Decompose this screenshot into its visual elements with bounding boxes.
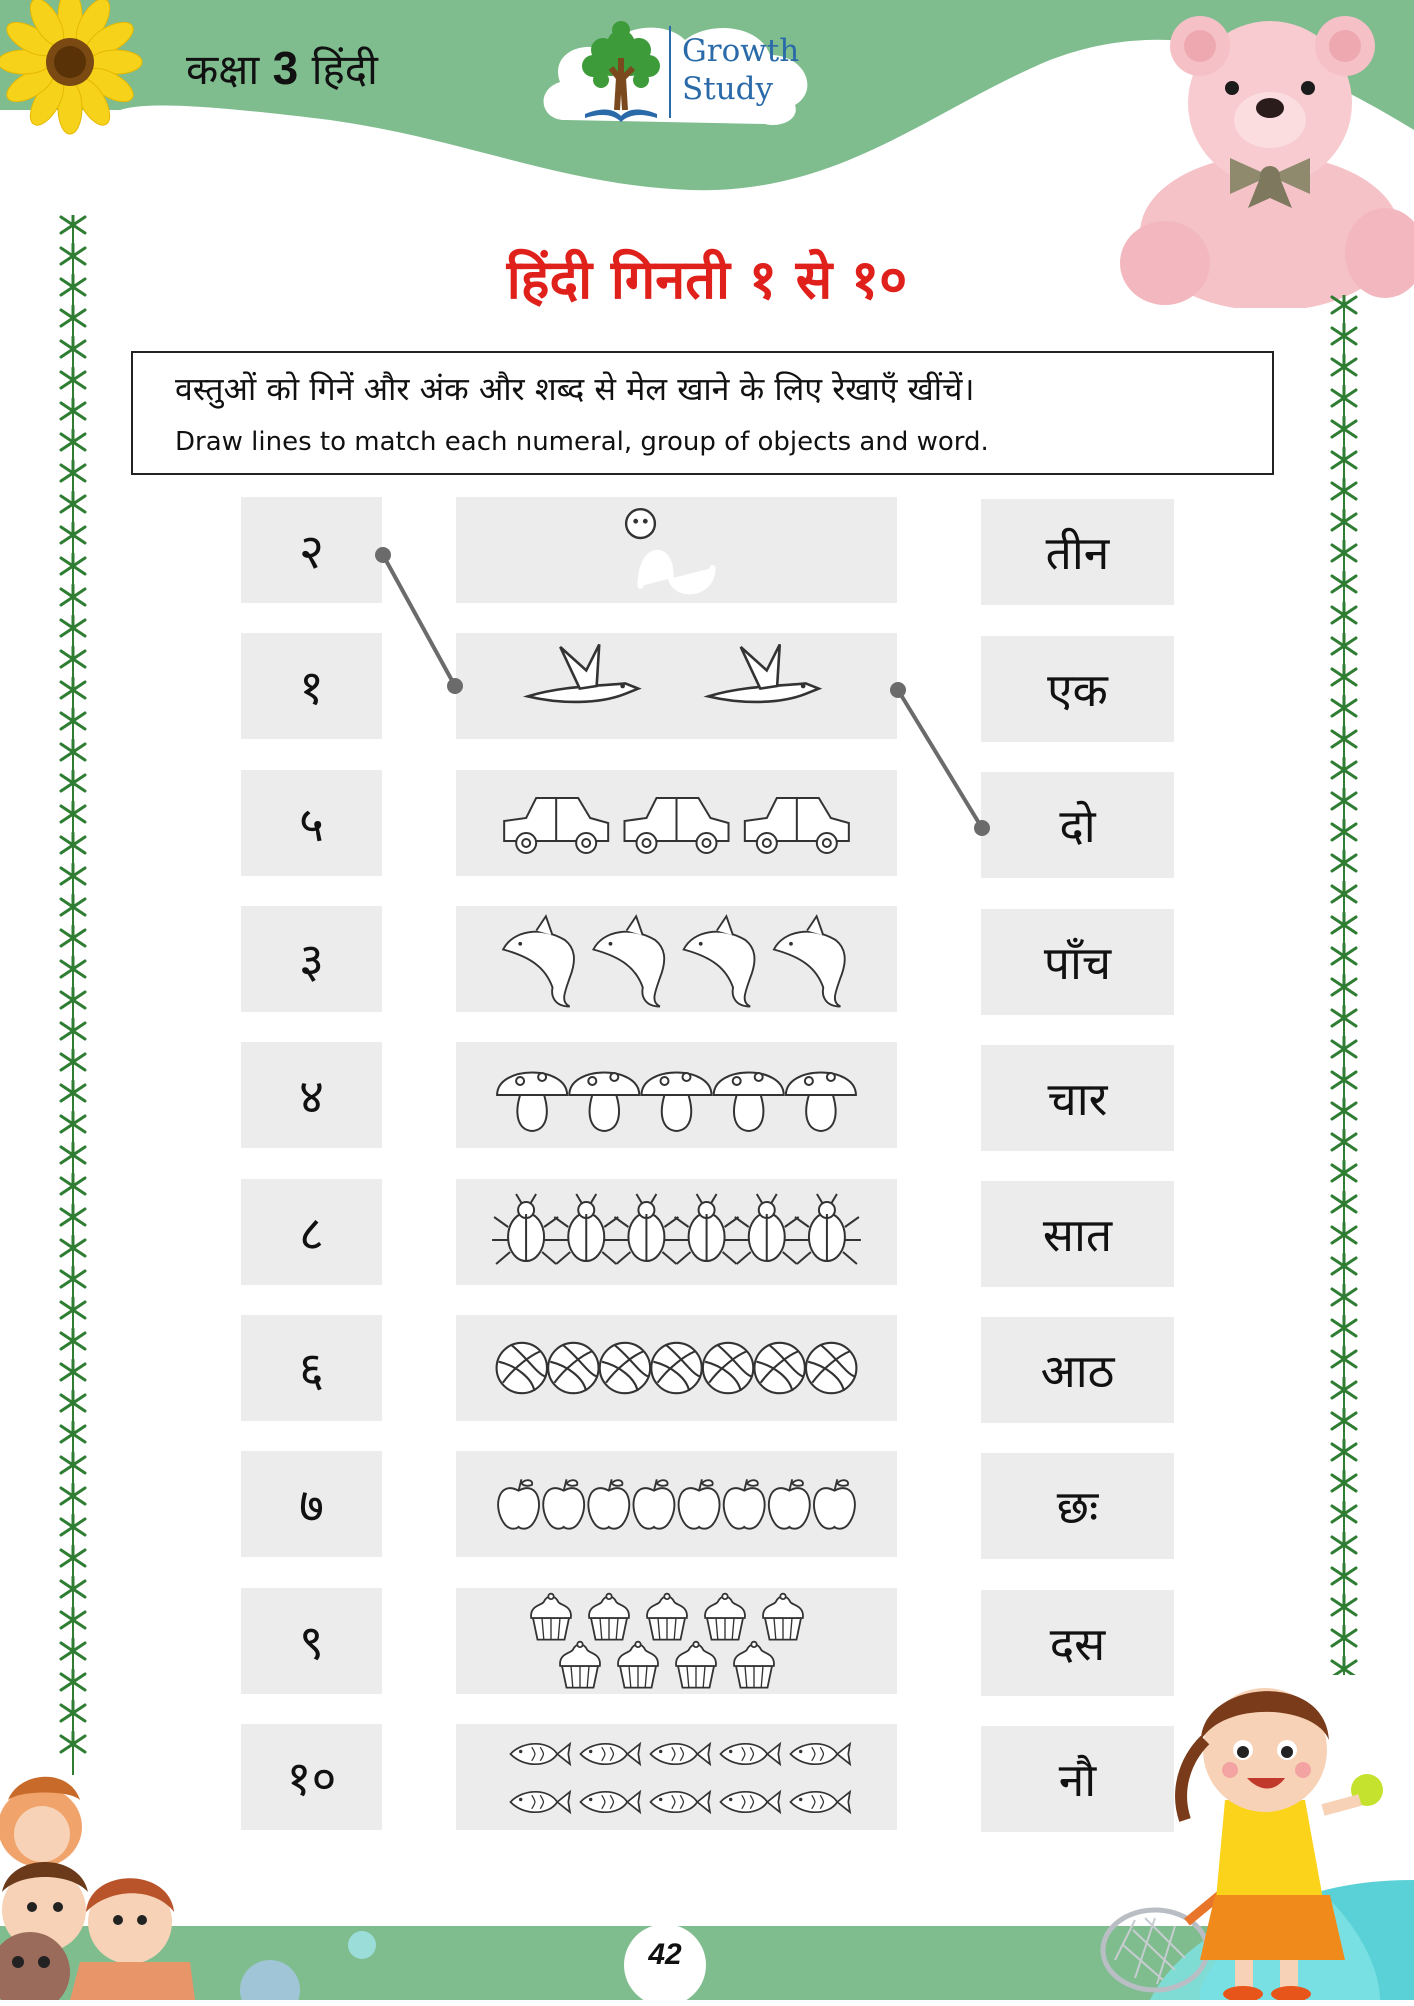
- dolphin-icon: [503, 916, 574, 1006]
- vine-border-right: [1327, 295, 1361, 1675]
- word-cell[interactable]: पाँच: [981, 909, 1174, 1015]
- fish-icon: [791, 1792, 851, 1812]
- logo-divider: [669, 26, 671, 118]
- fish-icon: [721, 1744, 781, 1764]
- ball-icon: [651, 1343, 701, 1393]
- dolphin-group: [456, 906, 897, 1012]
- numeral-cell[interactable]: ३: [241, 906, 382, 1012]
- numeral-cell[interactable]: ८: [241, 1179, 382, 1285]
- cupcake-icon: [705, 1594, 745, 1640]
- worm-group: [456, 497, 897, 603]
- apple-icon: [814, 1479, 855, 1528]
- beetle-icon: [492, 1194, 560, 1264]
- cupcake-icon: [589, 1594, 629, 1640]
- car-icon: [625, 798, 729, 853]
- cupcake-icon: [734, 1642, 774, 1688]
- word-cell[interactable]: छः: [981, 1453, 1174, 1559]
- beetle-group: [456, 1179, 897, 1285]
- apple-icon: [724, 1479, 765, 1528]
- numeral-cell[interactable]: ७: [241, 1451, 382, 1557]
- word-cell[interactable]: दस: [981, 1590, 1174, 1696]
- mushroom-icon: [569, 1073, 639, 1132]
- logo-line2: Study: [682, 71, 774, 107]
- cupcake-icon: [618, 1642, 658, 1688]
- beetle-icon: [733, 1194, 801, 1264]
- objects-cell[interactable]: [456, 497, 897, 603]
- word-cell[interactable]: नौ: [981, 1726, 1174, 1832]
- apple-icon: [679, 1479, 720, 1528]
- objects-cell[interactable]: [456, 906, 897, 1012]
- objects-cell[interactable]: [456, 1724, 897, 1830]
- objects-cell[interactable]: [456, 1315, 897, 1421]
- word-cell[interactable]: दो: [981, 772, 1174, 878]
- apple-group: [456, 1451, 897, 1557]
- logo-text: [682, 32, 799, 108]
- word-cell[interactable]: तीन: [981, 499, 1174, 605]
- objects-cell[interactable]: [456, 770, 897, 876]
- tree-logo-icon: [575, 18, 667, 124]
- word-cell[interactable]: सात: [981, 1181, 1174, 1287]
- worm-icon: [626, 509, 712, 591]
- bird-icon: [708, 644, 819, 702]
- fish-icon: [511, 1792, 571, 1812]
- dolphin-icon: [684, 916, 755, 1006]
- mushroom-icon: [714, 1073, 784, 1132]
- page-number: 42: [648, 1938, 682, 1971]
- car-icon: [745, 798, 849, 853]
- logo-line1: Growth: [682, 33, 800, 69]
- car-icon: [504, 798, 608, 853]
- apple-icon: [498, 1479, 539, 1528]
- cupcake-group: [456, 1588, 897, 1694]
- beetle-icon: [552, 1194, 620, 1264]
- instruction-box: [131, 351, 1274, 475]
- ball-icon: [497, 1343, 547, 1393]
- dolphin-icon: [774, 916, 845, 1006]
- mushroom-icon: [642, 1073, 712, 1132]
- numeral-cell[interactable]: १: [241, 633, 382, 739]
- apple-icon: [769, 1479, 810, 1528]
- cupcake-icon: [560, 1642, 600, 1688]
- mushroom-group: [456, 1042, 897, 1148]
- objects-cell[interactable]: [456, 1451, 897, 1557]
- beetle-icon: [673, 1194, 741, 1264]
- ball-icon: [600, 1343, 650, 1393]
- children-group-icon: [0, 1772, 195, 2000]
- bird-icon: [528, 644, 639, 702]
- ball-group: [456, 1315, 897, 1421]
- cupcake-icon: [531, 1594, 571, 1640]
- numeral-cell[interactable]: ५: [241, 770, 382, 876]
- word-cell[interactable]: एक: [981, 636, 1174, 742]
- ball-icon: [548, 1343, 598, 1393]
- fish-icon: [511, 1744, 571, 1764]
- objects-cell[interactable]: [456, 1179, 897, 1285]
- instruction-hindi: वस्तुओं को गिनें और अंक और शब्द से मेल खाने के लिए रेखाएँ खींचें।: [175, 370, 975, 408]
- worksheet-title: हिंदी गिनती १ से १०: [506, 248, 908, 311]
- instruction-english: Draw lines to match each numeral, group of objects and word.: [175, 427, 989, 457]
- cupcake-icon: [763, 1594, 803, 1640]
- fish-icon: [581, 1744, 641, 1764]
- objects-cell[interactable]: [456, 1588, 897, 1694]
- numeral-cell[interactable]: ९: [241, 1588, 382, 1694]
- dolphin-icon: [593, 916, 664, 1006]
- fish-group: [456, 1724, 897, 1830]
- ball-icon: [754, 1343, 804, 1393]
- beetle-icon: [793, 1194, 861, 1264]
- cupcake-icon: [676, 1642, 716, 1688]
- fish-icon: [651, 1744, 711, 1764]
- mushroom-icon: [786, 1073, 856, 1132]
- apple-icon: [633, 1479, 674, 1528]
- car-group: [456, 770, 897, 876]
- bird-group: [456, 633, 897, 739]
- class-label: कक्षा 3 हिंदी: [186, 42, 378, 94]
- vine-border-left: [56, 215, 90, 1775]
- fish-icon: [721, 1792, 781, 1812]
- sunflower-icon: [0, 0, 145, 135]
- girl-with-racket-icon: [1075, 1660, 1414, 2000]
- cupcake-icon: [647, 1594, 687, 1640]
- ball-icon: [806, 1343, 856, 1393]
- objects-cell[interactable]: [456, 633, 897, 739]
- beetle-icon: [612, 1194, 680, 1264]
- fish-icon: [581, 1792, 641, 1812]
- numeral-cell[interactable]: ६: [241, 1315, 382, 1421]
- fish-icon: [791, 1744, 851, 1764]
- apple-icon: [543, 1479, 584, 1528]
- mushroom-icon: [497, 1073, 567, 1132]
- numeral-cell[interactable]: ४: [241, 1042, 382, 1148]
- word-cell[interactable]: चार: [981, 1045, 1174, 1151]
- apple-icon: [588, 1479, 629, 1528]
- word-cell[interactable]: आठ: [981, 1317, 1174, 1423]
- numeral-cell[interactable]: १०: [241, 1724, 382, 1830]
- page-number-badge: [624, 1924, 706, 2006]
- objects-cell[interactable]: [456, 1042, 897, 1148]
- ball-icon: [703, 1343, 753, 1393]
- fish-icon: [651, 1792, 711, 1812]
- numeral-cell[interactable]: २: [241, 497, 382, 603]
